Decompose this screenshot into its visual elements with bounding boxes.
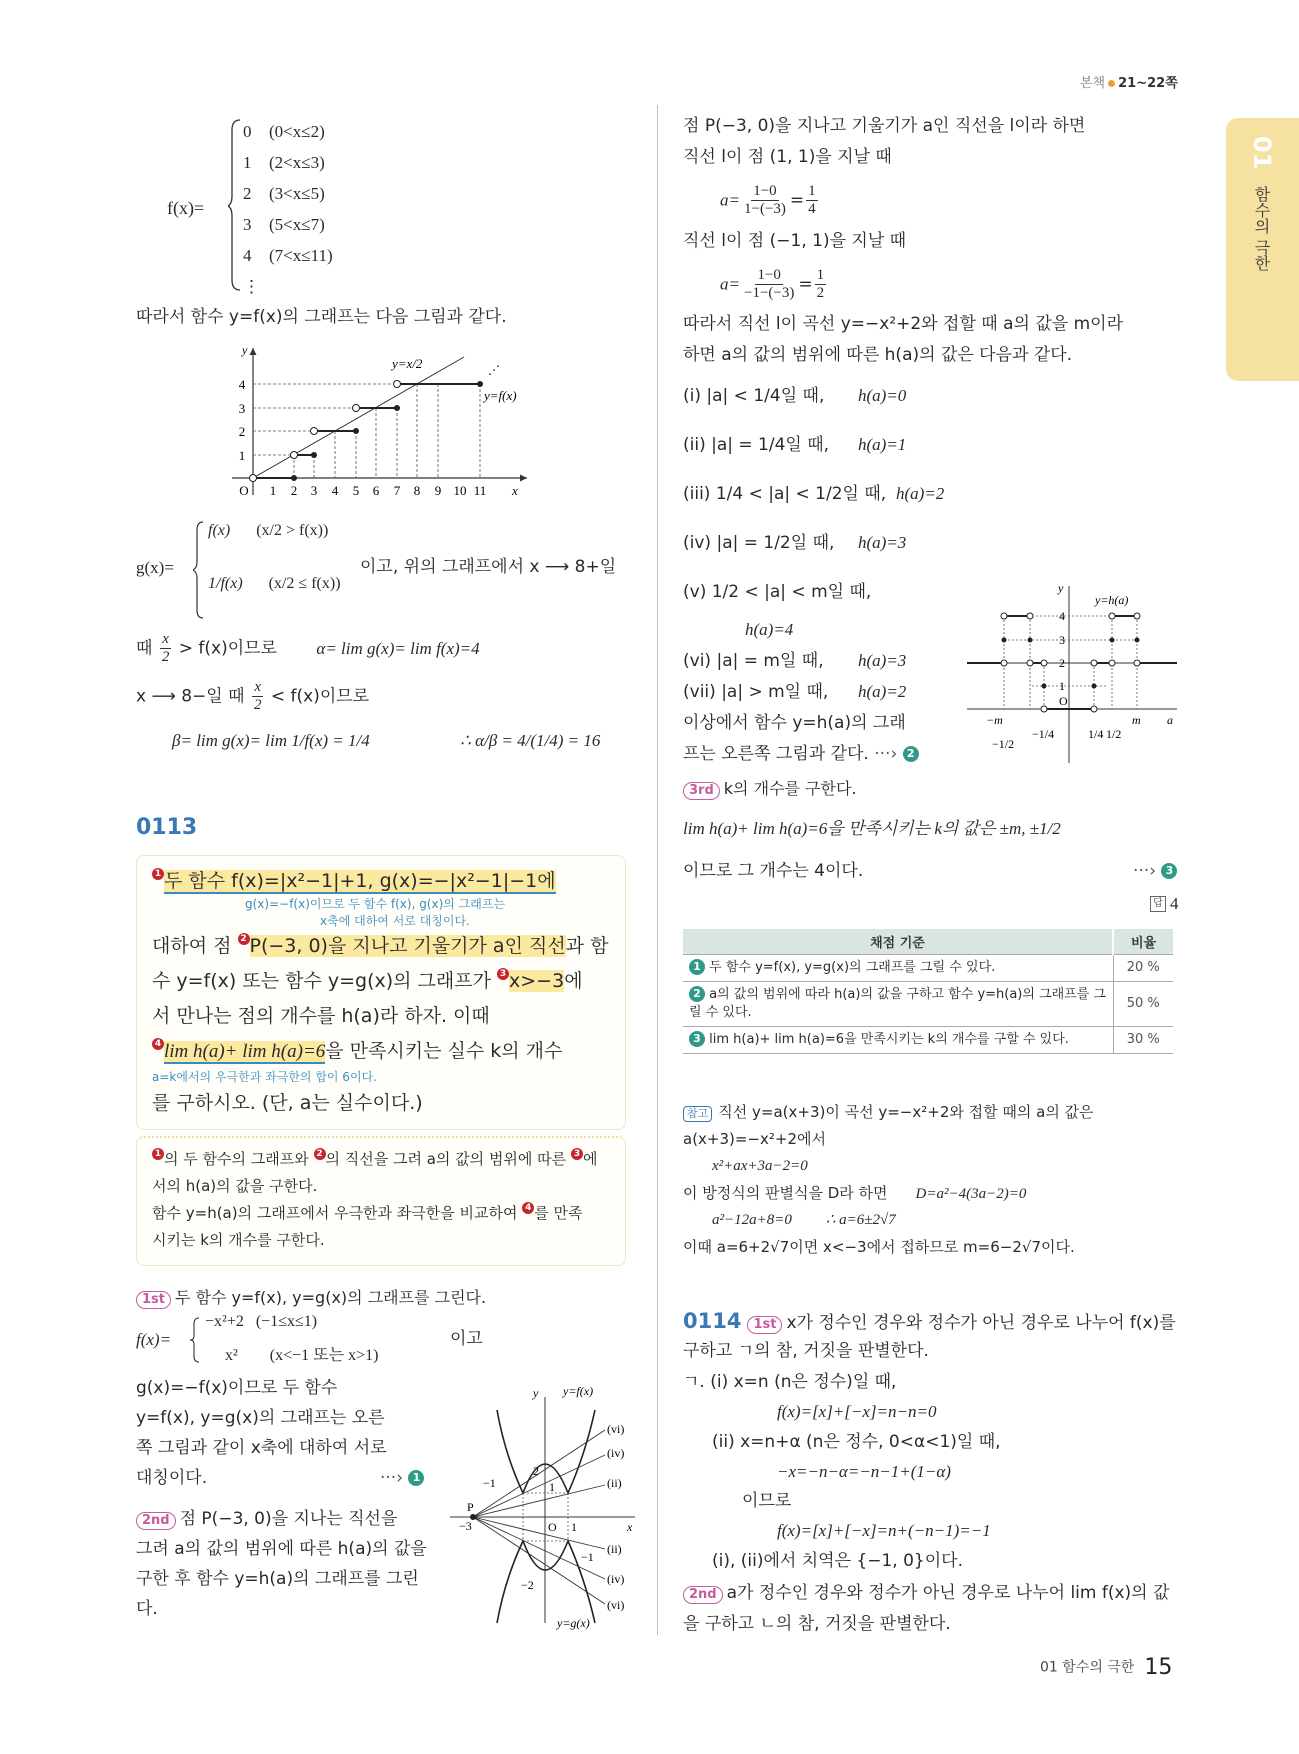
- graph-intro-text: 따라서 함수 y=f(x)의 그래프는 다음 그림과 같다.: [136, 307, 507, 327]
- svg-text:O: O: [548, 1520, 557, 1534]
- book-label: 본책: [1080, 76, 1106, 91]
- problem-line-4: 서 만나는 점의 개수를 h(a)라 하자. 이때: [152, 1005, 490, 1027]
- svg-text:3: 3: [310, 483, 318, 498]
- chapter-title: 함수의 극한: [1252, 186, 1271, 272]
- problem-line-2: 대하여 점 2 P(−3, 0)을 지나고 기울기가 a인 직선과 함: [152, 934, 609, 957]
- alpha-line: 때 $\frac{x}{2}$ > f(x)이므로 α= lim g(x)= lim f(x)=4: [136, 631, 480, 665]
- page-reference: [1080, 72, 1178, 91]
- solution-text: 이상에서 함수 y=h(a)의 그래: [683, 713, 906, 733]
- solution-equation: f(x)=[x]+[−x]=n−n=0: [777, 1402, 937, 1421]
- hint-line-3: 함수 y=h(a)의 그래프에서 우극한과 좌극한을 비교하여 4 를 만족: [152, 1203, 583, 1222]
- svg-text:y=h(a): y=h(a): [1095, 593, 1129, 607]
- hint-line-4: 시키는 k의 개수를 구한다.: [152, 1231, 325, 1249]
- svg-text:a: a: [1167, 713, 1173, 727]
- chapter-number: 01: [1248, 136, 1276, 170]
- step2-text: 다.: [136, 1599, 158, 1619]
- case-row: ⋮: [243, 277, 260, 296]
- solution-equation: f(x)=[x]+[−x]=n+(−n−1)=−1: [777, 1521, 991, 1540]
- x-axis-label: x: [512, 483, 518, 498]
- problem-0114-heading: 0114 1st x가 정수인 경우와 정수가 아닌 경우로 나누어 f(x)를: [683, 1309, 1176, 1333]
- hint-line-2: 서의 h(a)의 값을 구한다.: [152, 1177, 318, 1195]
- solution-text: 이므로: [742, 1491, 792, 1511]
- annotation-note: x축에 대하여 서로 대칭이다.: [320, 914, 470, 928]
- page-footer: [1040, 1655, 1172, 1680]
- problem-line-3: 수 y=f(x) 또는 함수 y=g(x)의 그래프가 3 x>−3에: [152, 969, 583, 992]
- case-row: 1 (2<x≤3): [243, 153, 325, 172]
- svg-text:(ii): (ii): [607, 1542, 622, 1556]
- table-header: 채점 기준: [683, 929, 1113, 954]
- svg-text:9: 9: [434, 483, 442, 498]
- problem-line-5: 4 lim h(a)+ lim h(a)=6을 만족시키는 실수 k의 개수: [152, 1038, 562, 1065]
- page-number: 15: [1144, 1655, 1173, 1680]
- case-i: (i) |a| < 1/4일 때, h(a)=0: [683, 386, 907, 406]
- svg-text:1: 1: [1059, 679, 1065, 693]
- case-row: 2 (3<x≤5): [243, 184, 325, 203]
- table-row: 2 a의 값의 범위에 따라 h(a)의 값을 구하고 함수 y=h(a)의 그래프를 그릴 수 있다. 50 %: [683, 981, 1173, 1026]
- svg-text:(iv): (iv): [607, 1446, 625, 1460]
- svg-text:3: 3: [238, 401, 246, 416]
- svg-text:−1: −1: [581, 1550, 594, 1564]
- svg-text:2: 2: [533, 1464, 539, 1478]
- beta-condition-line: x ⟶ 8−일 때 $\frac{x}{2}$ < f(x)이므로: [136, 679, 370, 713]
- step1-heading: 1st 두 함수 y=f(x), y=g(x)의 그래프를 그린다.: [136, 1287, 486, 1309]
- reference-line: 이 방정식의 판별식을 D라 하면 D=a²−4(3a−2)=0: [683, 1184, 1027, 1202]
- svg-text:2: 2: [1059, 656, 1065, 670]
- svg-text:−3: −3: [459, 1519, 472, 1533]
- svg-text:1: 1: [238, 448, 246, 463]
- case-vi: (vi) |a| = m일 때, h(a)=3: [683, 651, 907, 671]
- marker-2-icon: 2: [238, 933, 250, 945]
- svg-text:(ii): (ii): [607, 1476, 622, 1490]
- svg-text:−1: −1: [483, 1476, 496, 1490]
- step1-text: 쪽 그림과 같이 x축에 대하여 서로: [136, 1438, 387, 1458]
- svg-text:2: 2: [238, 424, 246, 439]
- svg-text:P: P: [467, 1500, 474, 1514]
- answer: 답 4: [1150, 893, 1179, 915]
- line-label: y=x/2: [392, 356, 423, 371]
- solution-text: 직선 l이 점 (1, 1)을 지날 때: [683, 147, 892, 167]
- svg-text:−1/2: −1/2: [992, 737, 1015, 751]
- hint-line-1: 1 의 두 함수의 그래프와 2 의 직선을 그려 a의 값의 범위에 따른 3 에: [152, 1148, 597, 1170]
- svg-text:1/4: 1/4: [1088, 727, 1104, 741]
- step-tag-1st: 1st: [747, 1316, 782, 1334]
- brace-icon: [193, 520, 205, 620]
- fg-lines-graph: [445, 1375, 640, 1630]
- svg-text:1: 1: [571, 1520, 577, 1534]
- step-tag-1st: 1st: [136, 1291, 171, 1309]
- svg-text:3: 3: [1059, 633, 1065, 647]
- case-iv: (iv) |a| = 1/2일 때, h(a)=3: [683, 533, 907, 553]
- svg-text:1: 1: [269, 483, 277, 498]
- piecewise-g-case1: f(x) (x/2 > f(x)): [208, 522, 329, 539]
- case-row: 4 (7<x≤11): [243, 246, 333, 265]
- svg-text:−1/4: −1/4: [1032, 727, 1055, 741]
- chapter-side-tab: [1226, 118, 1299, 381]
- footer-chapter: 01 함수의 극한: [1040, 1659, 1135, 1676]
- problem-line-1: 1 두 함수 f(x)=|x²−1|+1, g(x)=−|x²−1|−1에: [152, 868, 556, 894]
- h-function-graph: [962, 578, 1182, 768]
- y-axis-label: y: [242, 343, 248, 357]
- step3-marker: ···› 3: [1133, 860, 1177, 882]
- reference-line: 이때 a=6+2√7이면 x<−3에서 접하므로 m=6−2√7이다.: [683, 1238, 1075, 1256]
- step1-text: g(x)=−f(x)이므로 두 함수: [136, 1378, 338, 1398]
- svg-text:y: y: [533, 1386, 539, 1400]
- brace-icon: [190, 1316, 200, 1364]
- step1-f-case1: −x²+2 (−1≤x≤1): [205, 1313, 318, 1330]
- step-tag-2nd: 2nd: [136, 1512, 176, 1530]
- annotation-note: a=k에서의 우극한과 좌극한의 합이 6이다.: [152, 1070, 377, 1084]
- step2-text: 구한 후 함수 y=h(a)의 그래프를 그린: [136, 1569, 419, 1589]
- reference-line: x²+ax+3a−2=0: [712, 1158, 808, 1174]
- step-tag-3rd: 3rd: [683, 782, 720, 800]
- grading-criteria-table: [683, 929, 1173, 1054]
- svg-text:(iv): (iv): [607, 1572, 625, 1586]
- brace-icon: [228, 118, 242, 293]
- step3-equation: lim h(a)+ lim h(a)=6을 만족시키는 k의 값은 ±m, ±1/2: [683, 819, 1061, 838]
- step-function-graph: [222, 340, 542, 500]
- problem-line-6: 를 구하시오. (단, a는 실수이다.): [152, 1092, 423, 1114]
- step3-heading: 3rd k의 개수를 구한다.: [683, 778, 856, 800]
- svg-text:−2: −2: [521, 1578, 534, 1592]
- svg-text:(vi): (vi): [607, 1422, 625, 1436]
- svg-text:6: 6: [372, 483, 380, 498]
- column-divider: [657, 105, 658, 1635]
- svg-text:m: m: [1132, 713, 1141, 727]
- annotation-note: g(x)=−f(x)이므로 두 함수 f(x), g(x)의 그래프는: [245, 897, 506, 911]
- solution-text: 직선 l이 점 (−1, 1)을 지날 때: [683, 231, 907, 251]
- solution-text: 하면 a의 값의 범위에 따른 h(a)의 값은 다음과 같다.: [683, 345, 1073, 365]
- case-row: 0 (0<x≤2): [243, 122, 325, 141]
- solution-text: 따라서 직선 l이 곡선 y=−x²+2와 접할 때 a의 값을 m이라: [683, 314, 1123, 334]
- svg-text:4: 4: [238, 377, 246, 392]
- svg-text:y=f(x): y=f(x): [563, 1384, 594, 1398]
- svg-text:y=g(x): y=g(x): [557, 1616, 590, 1630]
- case-vii: (vii) |a| > m일 때, h(a)=2: [683, 682, 907, 702]
- slope-equation-2: a= $\frac{1-0}{-1-(-3)}$ = $\frac{1}{2}$: [720, 267, 825, 301]
- solution-text: 프는 오른쪽 그림과 같다. ···› 2: [683, 743, 919, 765]
- svg-text:10: 10: [453, 483, 467, 498]
- solution-text: ㄱ. (i) x=n (n은 정수)일 때,: [683, 1372, 897, 1392]
- table-row: 3 lim h(a)+ lim h(a)=6을 만족시키는 k의 개수를 구할 수 있다. 30 %: [683, 1026, 1173, 1053]
- svg-text:O: O: [239, 483, 249, 498]
- reference-line: a(x+3)=−x²+2에서: [683, 1130, 827, 1148]
- svg-text:⋰: ⋰: [488, 363, 500, 377]
- case-v: (v) 1/2 < |a| < m일 때,: [683, 582, 872, 602]
- step1-f-tail: 이고: [450, 1329, 483, 1349]
- step1-f-lhs: f(x)=: [136, 1330, 172, 1349]
- svg-text:O: O: [1059, 694, 1068, 708]
- piecewise-f-cases: [243, 116, 333, 302]
- case-ii: (ii) |a| = 1/4일 때, h(a)=1: [683, 435, 907, 455]
- step1-marker: ···› 1: [380, 1467, 424, 1489]
- table-header: 비율: [1113, 929, 1173, 954]
- step2-text: 그려 a의 값의 범위에 따른 h(a)의 값을: [136, 1539, 427, 1559]
- step3-conclusion: 이므로 그 개수는 4이다.: [683, 861, 864, 881]
- reference-tag: 참고: [683, 1106, 712, 1122]
- marker-4-icon: 4: [152, 1038, 164, 1050]
- slope-equation-1: a= $\frac{1-0}{1-(-3)}$ = $\frac{1}{4}$: [720, 183, 816, 217]
- page-range: 21~22쪽: [1118, 76, 1178, 91]
- solution-text: 을 구하고 ㄴ의 참, 거짓을 판별한다.: [683, 1614, 951, 1634]
- marker-3-icon: 3: [497, 968, 509, 980]
- case-row: 3 (5<x≤7): [243, 215, 325, 234]
- case-v-result: h(a)=4: [745, 620, 794, 639]
- svg-text:y: y: [1058, 581, 1064, 595]
- bullet-dot-icon: [1108, 80, 1115, 87]
- svg-text:1/2: 1/2: [1106, 727, 1122, 741]
- g-tail-text: 이고, 위의 그래프에서 x ⟶ 8+일: [360, 557, 617, 577]
- table-row: 1 두 함수 y=f(x), y=g(x)의 그래프를 그릴 수 있다. 20 %: [683, 954, 1173, 981]
- step2-heading-0114: 2nd a가 정수인 경우와 정수가 아닌 경우로 나누어 lim f(x)의 값: [683, 1582, 1169, 1604]
- solution-text: 점 P(−3, 0)을 지나고 기울기가 a인 직선을 l이라 하면: [683, 116, 1086, 136]
- svg-text:8: 8: [413, 483, 421, 498]
- piecewise-f-lhs: f(x)=: [167, 198, 205, 218]
- step1-f-case2: x² (x<−1 또는 x>1): [225, 1347, 379, 1364]
- step-tag-2nd: 2nd: [683, 1586, 723, 1604]
- reference-line: a²−12a+8=0 ∴ a=6±2√7: [712, 1212, 896, 1228]
- solution-text: (ii) x=n+α (n은 정수, 0<α<1)일 때,: [712, 1432, 1001, 1452]
- solution-equation: −x=−n−α=−n−1+(1−α): [777, 1462, 951, 1481]
- svg-text:11: 11: [473, 483, 487, 498]
- piecewise-g-case2: 1/f(x) (x/2 ≤ f(x)): [208, 575, 341, 592]
- svg-text:x: x: [627, 1520, 633, 1534]
- piecewise-g-lhs: g(x)=: [136, 558, 174, 577]
- solution-text: (i), (ii)에서 치역은 {−1, 0}이다.: [712, 1551, 963, 1571]
- solution-text: 구하고 ㄱ의 참, 거짓을 판별한다.: [683, 1341, 929, 1361]
- step1-text: 대칭이다.: [136, 1468, 208, 1488]
- answer-icon: 답: [1150, 896, 1166, 912]
- marker-1-icon: 1: [152, 868, 164, 880]
- svg-text:5: 5: [352, 483, 360, 498]
- svg-text:4: 4: [1059, 609, 1065, 623]
- svg-text:1: 1: [549, 1480, 555, 1494]
- ratio-equation: ∴ α/β = 4/(1/4) = 16: [460, 731, 601, 750]
- beta-equation: β= lim g(x)= lim 1/f(x) = 1/4: [172, 731, 370, 750]
- step2-heading: 2nd 점 P(−3, 0)을 지나는 직선을: [136, 1508, 397, 1530]
- svg-text:7: 7: [393, 483, 401, 498]
- svg-text:−m: −m: [986, 713, 1003, 727]
- reference-line-1: 참고 직선 y=a(x+3)이 곡선 y=−x²+2와 접할 때의 a의 값은: [683, 1101, 1094, 1123]
- function-label: y=f(x): [484, 388, 517, 403]
- problem-number-0113: 0113: [136, 815, 198, 840]
- svg-text:4: 4: [331, 483, 339, 498]
- svg-text:2: 2: [290, 483, 298, 498]
- step1-text: y=f(x), y=g(x)의 그래프는 오른: [136, 1408, 385, 1428]
- svg-text:(vi): (vi): [607, 1598, 625, 1612]
- case-iii: (iii) 1/4 < |a| < 1/2일 때, h(a)=2: [683, 484, 945, 504]
